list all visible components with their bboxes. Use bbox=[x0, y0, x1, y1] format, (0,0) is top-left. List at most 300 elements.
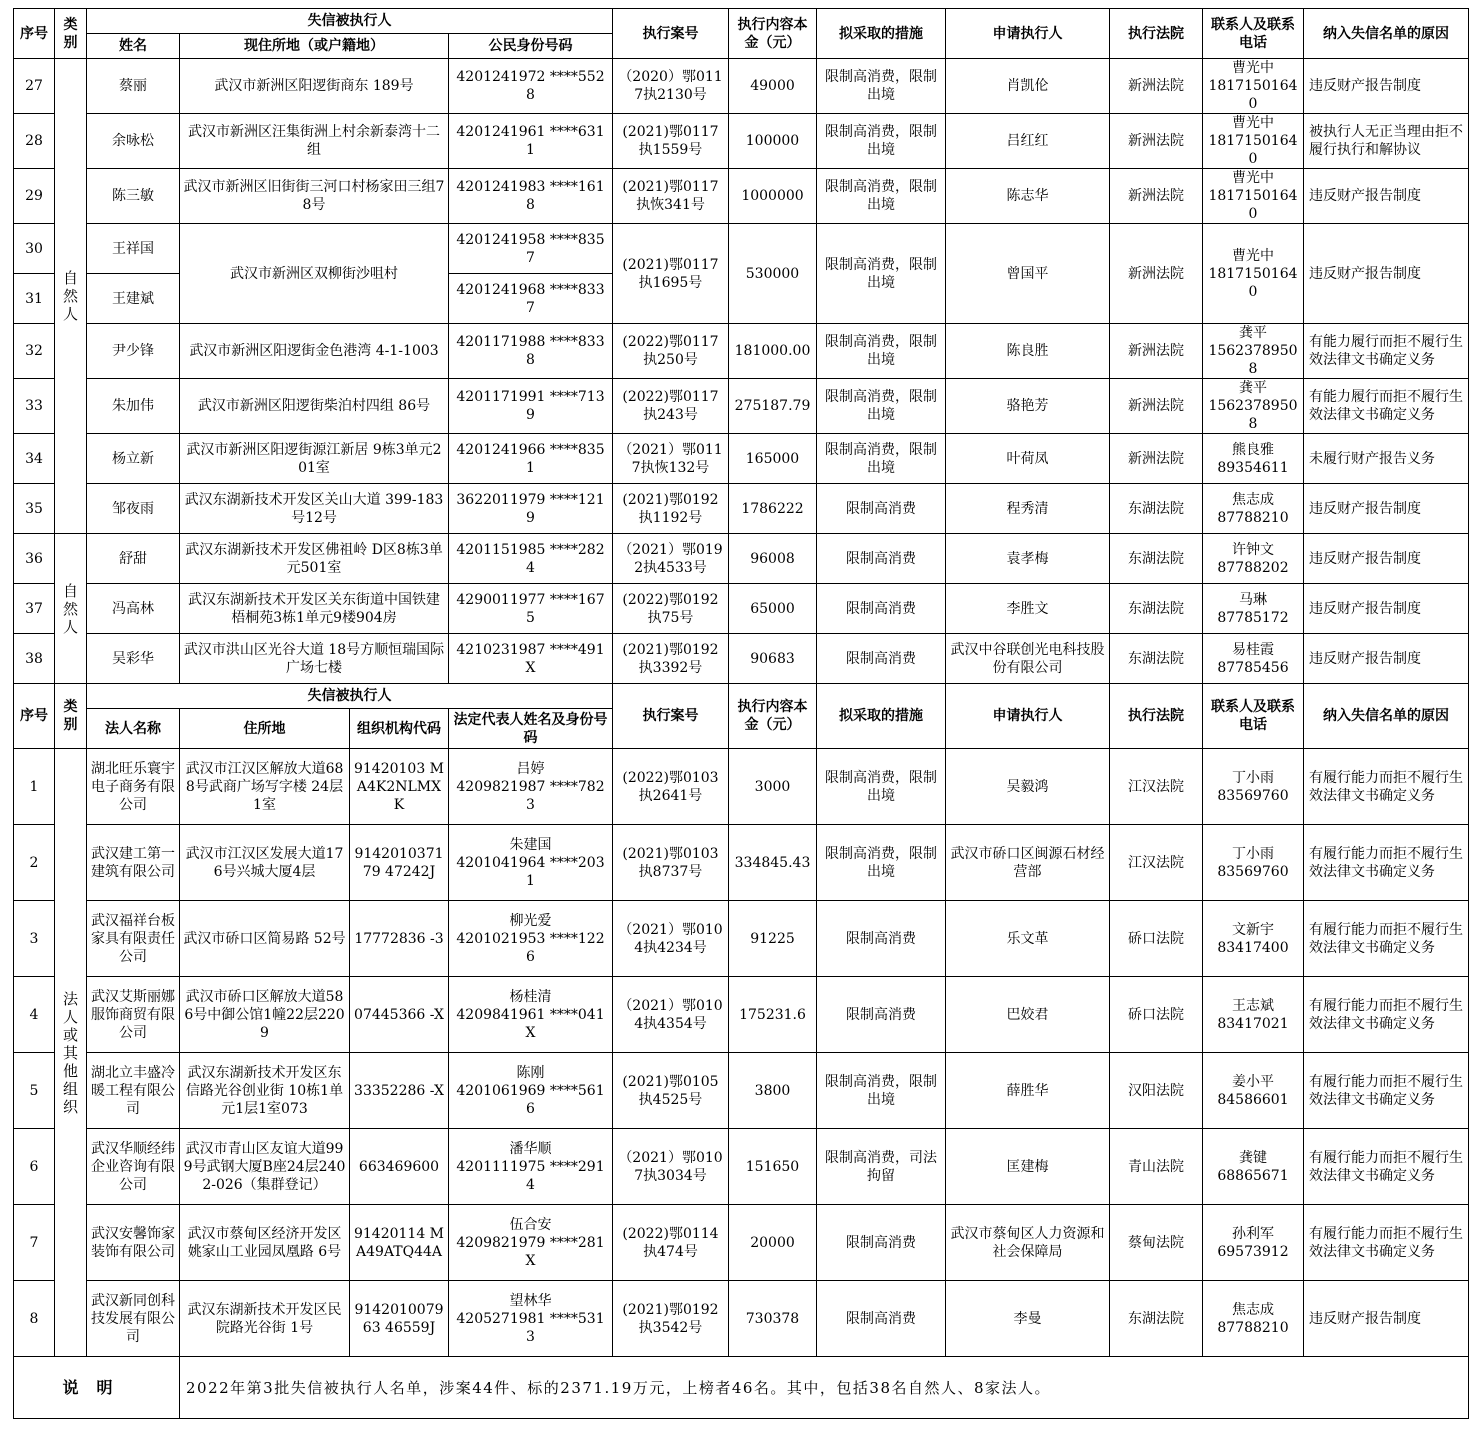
header-category: 类别 bbox=[55, 9, 87, 59]
row-amount: 334845.43 bbox=[729, 825, 817, 901]
row-reason: 违反财产报告制度 bbox=[1304, 534, 1469, 584]
contact-phone: 83569760 bbox=[1217, 787, 1289, 804]
header-org-name: 法人名称 bbox=[87, 709, 180, 749]
row-id: 4201241961 ****6311 bbox=[449, 114, 613, 169]
row-applicant: 肖凯伦 bbox=[946, 59, 1110, 114]
contact-name: 曹光中 bbox=[1232, 247, 1274, 264]
row-measures: 限制高消费，限制出境 bbox=[817, 749, 946, 825]
row-name: 蔡丽 bbox=[87, 59, 180, 114]
row-measures: 限制高消费，限制出境 bbox=[817, 224, 946, 324]
row-amount: 96008 bbox=[729, 534, 817, 584]
contact-phone: 18171501640 bbox=[1208, 265, 1298, 300]
row-case-no: （2021）鄂0104执4354号 bbox=[613, 977, 729, 1053]
contact-name: 王志斌 bbox=[1232, 997, 1274, 1014]
row-contact bbox=[1203, 1129, 1304, 1205]
header-case-no: 执行案号 bbox=[613, 9, 729, 59]
row-applicant: 曾国平 bbox=[946, 224, 1110, 324]
row-case-no: (2022)鄂0192执75号 bbox=[613, 584, 729, 634]
rep-id: 4201061969 ****5616 bbox=[456, 1082, 605, 1117]
rep-id: 4201021953 ****1226 bbox=[456, 930, 605, 965]
row-measures: 限制高消费 bbox=[817, 1281, 946, 1357]
row-applicant: 陈志华 bbox=[946, 169, 1110, 224]
row-reason: 有履行能力而拒不履行生效法律文书确定义务 bbox=[1304, 901, 1469, 977]
row-reason: 有能力履行而拒不履行生效法律文书确定义务 bbox=[1304, 324, 1469, 379]
row-id: 4201171988 ****8338 bbox=[449, 324, 613, 379]
row-amount: 90683 bbox=[729, 634, 817, 684]
row-amount: 151650 bbox=[729, 1129, 817, 1205]
row-contact bbox=[1203, 634, 1304, 684]
row-measures: 限制高消费，限制出境 bbox=[817, 59, 946, 114]
contact-name: 熊良雅 bbox=[1232, 441, 1274, 458]
dishonest-debtor-list bbox=[13, 8, 1468, 1419]
row-case-no: (2021)鄂0192执3392号 bbox=[613, 634, 729, 684]
contact-phone: 68865671 bbox=[1217, 1167, 1289, 1184]
row-amount: 165000 bbox=[729, 434, 817, 484]
row-seq: 2 bbox=[14, 825, 55, 901]
table-row bbox=[14, 534, 1469, 584]
row-rep bbox=[449, 825, 613, 901]
note-text: 2022年第3批失信被执行人名单，涉案44件、标的2371.19万元，上榜者46名。其中，包括38名自然人、8家法人。 bbox=[180, 1357, 1469, 1419]
section1-header-row bbox=[14, 9, 1469, 34]
row-amount: 1786222 bbox=[729, 484, 817, 534]
rep-name: 伍合安 bbox=[509, 1216, 552, 1233]
table-row bbox=[14, 901, 1469, 977]
row-name: 尹少锋 bbox=[87, 324, 180, 379]
row-address: 武汉市江汉区发展大道176号兴城大厦4层 bbox=[180, 825, 350, 901]
row-court: 硚口法院 bbox=[1110, 901, 1203, 977]
row-measures: 限制高消费 bbox=[817, 901, 946, 977]
row-id: 4201241968 ****8337 bbox=[449, 274, 613, 324]
row-name: 王祥国 bbox=[87, 224, 180, 274]
contact-phone: 83417400 bbox=[1217, 939, 1289, 956]
contact-phone: 87788202 bbox=[1217, 559, 1289, 576]
row-seq: 30 bbox=[14, 224, 55, 274]
contact-name: 姜小平 bbox=[1232, 1073, 1274, 1090]
row-applicant: 吕红红 bbox=[946, 114, 1110, 169]
contact-name: 易桂霞 bbox=[1232, 641, 1274, 658]
row-rep bbox=[449, 901, 613, 977]
row-org-code: 91420103 MA4K2NLMXK bbox=[350, 749, 449, 825]
header-id: 公民身份号码 bbox=[449, 34, 613, 59]
table-row bbox=[14, 484, 1469, 534]
row-measures: 限制高消费，司法拘留 bbox=[817, 1129, 946, 1205]
rep-name: 朱建国 bbox=[509, 836, 552, 853]
category-cell bbox=[55, 534, 87, 684]
row-org-code: 663469600 bbox=[350, 1129, 449, 1205]
row-id: 4201171991 ****7139 bbox=[449, 379, 613, 434]
row-amount: 91225 bbox=[729, 901, 817, 977]
row-court: 江汉法院 bbox=[1110, 749, 1203, 825]
header-address: 现住所地（或户籍地） bbox=[180, 34, 449, 59]
row-reason: 有履行能力而拒不履行生效法律文书确定义务 bbox=[1304, 1205, 1469, 1281]
row-reason: 有履行能力而拒不履行生效法律文书确定义务 bbox=[1304, 977, 1469, 1053]
row-case-no: (2021)鄂0117执1695号 bbox=[613, 224, 729, 324]
row-reason: 有能力履行而拒不履行生效法律文书确定义务 bbox=[1304, 379, 1469, 434]
row-court: 青山法院 bbox=[1110, 1129, 1203, 1205]
row-applicant: 吴毅鸿 bbox=[946, 749, 1110, 825]
row-contact bbox=[1203, 169, 1304, 224]
row-applicant: 武汉市蔡甸区人力资源和社会保障局 bbox=[946, 1205, 1110, 1281]
row-contact bbox=[1203, 434, 1304, 484]
row-case-no: (2021)鄂0105执4525号 bbox=[613, 1053, 729, 1129]
header-org-code: 组织机构代码 bbox=[350, 709, 449, 749]
row-org-code: 91420114 MA49ATQ44A bbox=[350, 1205, 449, 1281]
row-name: 朱加伟 bbox=[87, 379, 180, 434]
contact-phone: 83569760 bbox=[1217, 863, 1289, 880]
contact-phone: 89354611 bbox=[1217, 459, 1289, 476]
header-rep: 法定代表人姓名及身份号码 bbox=[449, 709, 613, 749]
table-row bbox=[14, 1205, 1469, 1281]
row-case-no: (2021)鄂0192执3542号 bbox=[613, 1281, 729, 1357]
header-group: 失信被执行人 bbox=[87, 9, 613, 34]
note-row bbox=[14, 1357, 1469, 1419]
row-seq: 37 bbox=[14, 584, 55, 634]
header-applicant: 申请执行人 bbox=[946, 9, 1110, 59]
row-contact bbox=[1203, 825, 1304, 901]
row-address: 武汉市新洲区旧街街三河口村杨家田三组78号 bbox=[180, 169, 449, 224]
row-contact bbox=[1203, 224, 1304, 324]
row-seq: 8 bbox=[14, 1281, 55, 1357]
row-address: 武汉市新洲区阳逻街源江新居 9栋3单元201室 bbox=[180, 434, 449, 484]
row-org-name: 湖北立丰盛冷暖工程有限公司 bbox=[87, 1053, 180, 1129]
row-name: 陈三敏 bbox=[87, 169, 180, 224]
row-seq: 6 bbox=[14, 1129, 55, 1205]
row-applicant: 巴姣君 bbox=[946, 977, 1110, 1053]
row-seq: 28 bbox=[14, 114, 55, 169]
row-contact bbox=[1203, 379, 1304, 434]
row-seq: 27 bbox=[14, 59, 55, 114]
row-address: 武汉市新洲区汪集街洲上村余新泰湾十二组 bbox=[180, 114, 449, 169]
row-seq: 7 bbox=[14, 1205, 55, 1281]
contact-name: 焦志成 bbox=[1232, 1301, 1274, 1318]
row-seq: 33 bbox=[14, 379, 55, 434]
row-court: 新洲法院 bbox=[1110, 379, 1203, 434]
row-address: 武汉市青山区友谊大道999号武钢大厦B座24层2402-026（集群登记） bbox=[180, 1129, 350, 1205]
row-address: 武汉东湖新技术开发区佛祖岭 D区8栋3单元501室 bbox=[180, 534, 449, 584]
contact-phone: 18171501640 bbox=[1208, 188, 1298, 222]
row-measures: 限制高消费，限制出境 bbox=[817, 825, 946, 901]
row-name: 杨立新 bbox=[87, 434, 180, 484]
contact-name: 马琳 bbox=[1239, 591, 1267, 608]
row-address: 武汉市洪山区光谷大道 18号方顺恒瑞国际广场七楼 bbox=[180, 634, 449, 684]
row-org-name: 武汉福祥台板家具有限责任公司 bbox=[87, 901, 180, 977]
row-address: 武汉东湖新技术开发区关东街道中国铁建梧桐苑3栋1单元9楼904房 bbox=[180, 584, 449, 634]
row-contact bbox=[1203, 59, 1304, 114]
row-case-no: （2021）鄂0104执4234号 bbox=[613, 901, 729, 977]
note-label: 说明 bbox=[14, 1357, 180, 1419]
row-court: 新洲法院 bbox=[1110, 224, 1203, 324]
row-reason: 违反财产报告制度 bbox=[1304, 224, 1469, 324]
table-row bbox=[14, 434, 1469, 484]
contact-phone: 18171501640 bbox=[1208, 133, 1298, 167]
row-case-no: (2022)鄂0117执250号 bbox=[613, 324, 729, 379]
rep-name: 杨桂清 bbox=[509, 988, 552, 1005]
table-row bbox=[14, 584, 1469, 634]
row-address: 武汉市新洲区双柳街沙咀村 bbox=[180, 224, 449, 324]
rep-name: 柳光爱 bbox=[509, 912, 552, 929]
row-applicant: 袁孝梅 bbox=[946, 534, 1110, 584]
row-id: 3622011979 ****1219 bbox=[449, 484, 613, 534]
row-amount: 275187.79 bbox=[729, 379, 817, 434]
row-rep bbox=[449, 1053, 613, 1129]
row-applicant: 武汉市硚口区闽源石材经营部 bbox=[946, 825, 1110, 901]
contact-name: 曹光中 bbox=[1232, 60, 1274, 76]
header-applicant: 申请执行人 bbox=[946, 684, 1110, 749]
rep-name: 潘华顺 bbox=[509, 1140, 552, 1157]
row-court: 东湖法院 bbox=[1110, 534, 1203, 584]
row-address: 武汉市新洲区阳逻街金色港湾 4-1-1003 bbox=[180, 324, 449, 379]
row-org-code: 07445366 -X bbox=[350, 977, 449, 1053]
row-applicant: 骆艳芳 bbox=[946, 379, 1110, 434]
row-reason: 被执行人无正当理由拒不履行执行和解协议 bbox=[1304, 114, 1469, 169]
contact-name: 丁小雨 bbox=[1232, 769, 1274, 786]
category-label: 法人或其他组织 bbox=[63, 989, 79, 1116]
row-seq: 34 bbox=[14, 434, 55, 484]
table-row bbox=[14, 977, 1469, 1053]
header-court: 执行法院 bbox=[1110, 684, 1203, 749]
row-name: 吴彩华 bbox=[87, 634, 180, 684]
row-rep bbox=[449, 1129, 613, 1205]
contact-name: 许钟文 bbox=[1232, 541, 1274, 558]
row-court: 东湖法院 bbox=[1110, 484, 1203, 534]
row-contact bbox=[1203, 749, 1304, 825]
row-reason: 有履行能力而拒不履行生效法律文书确定义务 bbox=[1304, 1129, 1469, 1205]
row-org-name: 武汉华顺经纬企业咨询有限公司 bbox=[87, 1129, 180, 1205]
row-id: 4201151985 ****2824 bbox=[449, 534, 613, 584]
contact-name: 龚键 bbox=[1239, 1149, 1267, 1166]
row-id: 4201241958 ****8357 bbox=[449, 224, 613, 274]
row-court: 汉阳法院 bbox=[1110, 1053, 1203, 1129]
row-org-code: 914201037179 47242J bbox=[350, 825, 449, 901]
row-amount: 65000 bbox=[729, 584, 817, 634]
contact-name: 龚平 bbox=[1239, 380, 1267, 396]
row-applicant: 李曼 bbox=[946, 1281, 1110, 1357]
rep-name: 吕婷 bbox=[516, 760, 545, 777]
row-reason: 违反财产报告制度 bbox=[1304, 169, 1469, 224]
row-court: 江汉法院 bbox=[1110, 825, 1203, 901]
row-name: 舒甜 bbox=[87, 534, 180, 584]
rep-id: 4205271981 ****5313 bbox=[456, 1310, 605, 1345]
row-case-no: (2022)鄂0117执243号 bbox=[613, 379, 729, 434]
row-contact bbox=[1203, 977, 1304, 1053]
row-contact bbox=[1203, 534, 1304, 584]
row-address: 武汉市新洲区阳逻街商东 189号 bbox=[180, 59, 449, 114]
row-amount: 181000.00 bbox=[729, 324, 817, 379]
contact-name: 孙利军 bbox=[1232, 1225, 1274, 1242]
table-row bbox=[14, 59, 1469, 114]
row-org-code: 17772836 -3 bbox=[350, 901, 449, 977]
table-row bbox=[14, 224, 1469, 274]
header-amount: 执行内容本金（元） bbox=[729, 684, 817, 749]
row-contact bbox=[1203, 324, 1304, 379]
row-reason: 有履行能力而拒不履行生效法律文书确定义务 bbox=[1304, 749, 1469, 825]
row-case-no: (2021)鄂0117执1559号 bbox=[613, 114, 729, 169]
row-applicant: 乐文革 bbox=[946, 901, 1110, 977]
row-seq: 32 bbox=[14, 324, 55, 379]
header-court: 执行法院 bbox=[1110, 9, 1203, 59]
rep-id: 4201111975 ****2914 bbox=[456, 1158, 605, 1193]
row-seq: 36 bbox=[14, 534, 55, 584]
header-org-address: 住所地 bbox=[180, 709, 350, 749]
table-row bbox=[14, 1281, 1469, 1357]
header-case-no: 执行案号 bbox=[613, 684, 729, 749]
row-org-name: 武汉安馨饰家装饰有限公司 bbox=[87, 1205, 180, 1281]
rep-id: 4209841961 ****041X bbox=[456, 1006, 605, 1041]
row-contact bbox=[1203, 1053, 1304, 1129]
row-court: 新洲法院 bbox=[1110, 324, 1203, 379]
rep-id: 4201041964 ****2031 bbox=[456, 854, 605, 889]
contact-name: 文新宇 bbox=[1232, 921, 1274, 938]
row-amount: 530000 bbox=[729, 224, 817, 324]
row-org-name: 武汉新同创科技发展有限公司 bbox=[87, 1281, 180, 1357]
row-address: 武汉市硚口区解放大道586号中御公馆1幢22层2209 bbox=[180, 977, 350, 1053]
contact-name: 龚平 bbox=[1239, 325, 1267, 341]
debtor-table bbox=[13, 8, 1469, 1419]
category-cell bbox=[55, 749, 87, 1357]
rep-id: 4209821987 ****7823 bbox=[456, 778, 605, 813]
table-row bbox=[14, 1053, 1469, 1129]
row-case-no: （2021）鄂0192执4533号 bbox=[613, 534, 729, 584]
row-id: 4210231987 ****491X bbox=[449, 634, 613, 684]
row-seq: 38 bbox=[14, 634, 55, 684]
header-amount: 执行内容本金（元） bbox=[729, 9, 817, 59]
header-contact: 联系人及联系电话 bbox=[1203, 684, 1304, 749]
row-measures: 限制高消费，限制出境 bbox=[817, 169, 946, 224]
row-case-no: (2022)鄂0114执474号 bbox=[613, 1205, 729, 1281]
table-row bbox=[14, 749, 1469, 825]
row-court: 硚口法院 bbox=[1110, 977, 1203, 1053]
contact-name: 丁小雨 bbox=[1232, 845, 1274, 862]
row-case-no: （2021）鄂0117执恢132号 bbox=[613, 434, 729, 484]
row-id: 4290011977 ****1675 bbox=[449, 584, 613, 634]
row-court: 新洲法院 bbox=[1110, 169, 1203, 224]
table-row bbox=[14, 379, 1469, 434]
table-row bbox=[14, 825, 1469, 901]
header-reason: 纳入失信名单的原因 bbox=[1304, 9, 1469, 59]
row-reason: 违反财产报告制度 bbox=[1304, 484, 1469, 534]
row-court: 东湖法院 bbox=[1110, 584, 1203, 634]
row-case-no: (2022)鄂0103执2641号 bbox=[613, 749, 729, 825]
table-row bbox=[14, 114, 1469, 169]
rep-name: 陈刚 bbox=[516, 1064, 545, 1081]
row-measures: 限制高消费 bbox=[817, 1205, 946, 1281]
contact-phone: 87788210 bbox=[1217, 509, 1289, 526]
header-seq: 序号 bbox=[14, 684, 55, 749]
row-measures: 限制高消费，限制出境 bbox=[817, 114, 946, 169]
category-cell bbox=[55, 59, 87, 534]
row-reason: 违反财产报告制度 bbox=[1304, 634, 1469, 684]
table-row bbox=[14, 169, 1469, 224]
row-measures: 限制高消费 bbox=[817, 634, 946, 684]
row-rep bbox=[449, 749, 613, 825]
header-reason: 纳入失信名单的原因 bbox=[1304, 684, 1469, 749]
header-name: 姓名 bbox=[87, 34, 180, 59]
table-row bbox=[14, 1129, 1469, 1205]
row-case-no: (2021)鄂0103执8737号 bbox=[613, 825, 729, 901]
row-seq: 1 bbox=[14, 749, 55, 825]
contact-phone: 87785456 bbox=[1217, 659, 1289, 676]
contact-phone: 15623789508 bbox=[1208, 343, 1298, 377]
row-id: 4201241966 ****8351 bbox=[449, 434, 613, 484]
rep-id: 4209821979 ****281X bbox=[456, 1234, 605, 1269]
row-court: 东湖法院 bbox=[1110, 1281, 1203, 1357]
row-rep bbox=[449, 1281, 613, 1357]
contact-phone: 69573912 bbox=[1217, 1243, 1289, 1260]
row-amount: 3000 bbox=[729, 749, 817, 825]
row-case-no: （2020）鄂0117执2130号 bbox=[613, 59, 729, 114]
row-seq: 29 bbox=[14, 169, 55, 224]
row-court: 新洲法院 bbox=[1110, 434, 1203, 484]
row-id: 4201241983 ****1618 bbox=[449, 169, 613, 224]
header-measures: 拟采取的措施 bbox=[817, 9, 946, 59]
row-applicant: 武汉中谷联创光电科技股份有限公司 bbox=[946, 634, 1110, 684]
row-contact bbox=[1203, 901, 1304, 977]
header-contact: 联系人及联系电话 bbox=[1203, 9, 1304, 59]
row-amount: 20000 bbox=[729, 1205, 817, 1281]
row-seq: 5 bbox=[14, 1053, 55, 1129]
row-reason: 违反财产报告制度 bbox=[1304, 584, 1469, 634]
row-case-no: （2021）鄂0107执3034号 bbox=[613, 1129, 729, 1205]
row-applicant: 叶荷凤 bbox=[946, 434, 1110, 484]
row-amount: 100000 bbox=[729, 114, 817, 169]
row-rep bbox=[449, 977, 613, 1053]
row-applicant: 匡建梅 bbox=[946, 1129, 1110, 1205]
row-reason: 未履行财产报告义务 bbox=[1304, 434, 1469, 484]
row-org-name: 武汉艾斯丽娜服饰商贸有限公司 bbox=[87, 977, 180, 1053]
category-label: 自然人 bbox=[63, 581, 79, 636]
row-address: 武汉市江汉区解放大道688号武商广场写字楼 24层1室 bbox=[180, 749, 350, 825]
row-reason: 有履行能力而拒不履行生效法律文书确定义务 bbox=[1304, 1053, 1469, 1129]
row-contact bbox=[1203, 1205, 1304, 1281]
row-applicant: 程秀清 bbox=[946, 484, 1110, 534]
row-address: 武汉市新洲区阳逻街柴泊村四组 86号 bbox=[180, 379, 449, 434]
row-address: 武汉东湖新技术开发区民院路光谷街 1号 bbox=[180, 1281, 350, 1357]
row-seq: 3 bbox=[14, 901, 55, 977]
header-measures: 拟采取的措施 bbox=[817, 684, 946, 749]
row-court: 新洲法院 bbox=[1110, 114, 1203, 169]
contact-phone: 84586601 bbox=[1217, 1091, 1289, 1108]
row-measures: 限制高消费，限制出境 bbox=[817, 434, 946, 484]
row-address: 武汉东湖新技术开发区东信路光谷创业街 10栋1单元1层1室073 bbox=[180, 1053, 350, 1129]
row-contact bbox=[1203, 484, 1304, 534]
row-address: 武汉市硚口区简易路 52号 bbox=[180, 901, 350, 977]
row-case-no: (2021)鄂0192执1192号 bbox=[613, 484, 729, 534]
row-contact bbox=[1203, 1281, 1304, 1357]
row-measures: 限制高消费，限制出境 bbox=[817, 1053, 946, 1129]
row-address: 武汉市蔡甸区经济开发区姚家山工业园凤凰路 6号 bbox=[180, 1205, 350, 1281]
section2-header-row bbox=[14, 684, 1469, 709]
table-row bbox=[14, 634, 1469, 684]
contact-phone: 15623789508 bbox=[1208, 398, 1298, 432]
contact-name: 焦志成 bbox=[1232, 491, 1274, 508]
row-name: 余咏松 bbox=[87, 114, 180, 169]
header-category: 类别 bbox=[55, 684, 87, 749]
contact-name: 曹光中 bbox=[1232, 115, 1274, 131]
row-seq: 31 bbox=[14, 274, 55, 324]
row-court: 新洲法院 bbox=[1110, 59, 1203, 114]
contact-phone: 83417021 bbox=[1217, 1015, 1289, 1032]
contact-name: 曹光中 bbox=[1232, 170, 1274, 186]
row-applicant: 李胜文 bbox=[946, 584, 1110, 634]
row-org-code: 33352286 -X bbox=[350, 1053, 449, 1129]
contact-phone: 18171501640 bbox=[1208, 78, 1298, 112]
row-measures: 限制高消费 bbox=[817, 484, 946, 534]
category-label: 自然人 bbox=[63, 269, 79, 323]
row-applicant: 薛胜华 bbox=[946, 1053, 1110, 1129]
table-row bbox=[14, 324, 1469, 379]
header-seq: 序号 bbox=[14, 9, 55, 59]
header-group: 失信被执行人 bbox=[87, 684, 613, 709]
